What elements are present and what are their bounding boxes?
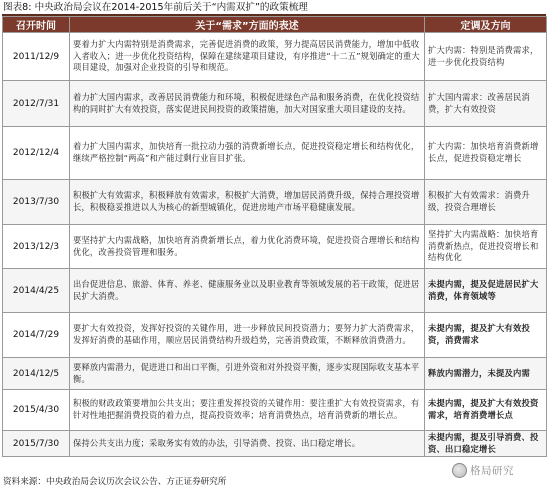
watermark (452, 462, 544, 478)
row-date: 2012/12/4 (3, 127, 70, 180)
figure-label: 图表8: (3, 2, 32, 13)
figure-title: 中央政治局会议在2014-2015年前后关于“内需双扩”的政策梳理 (34, 2, 308, 13)
row-description: 要释放内需潜力，促进进口和出口平衡，引进外资和对外投资平衡，逐步实现国际收支基本平衡。 (70, 358, 425, 390)
table-body (3, 33, 547, 457)
row-direction: 未提内需，提及引导消费、投资、出口稳定增长 (425, 431, 547, 457)
row-description: 着力扩大国内需求，改善居民消费能力和环境，积极促进绿色产品和服务消费，在优化投资结构的同时扩大有效投资，落实促进民间投资的政策措施，加大对国家重大项目建设的支持。 (70, 81, 425, 127)
row-direction: 未提内需，提及扩大有效投资需求，培育消费增长点 (425, 390, 547, 431)
row-direction: 扩大内需：加快培育消费新增长点，促进投资稳定增长 (425, 127, 547, 180)
table-header-row (3, 17, 547, 33)
row-date: 2012/7/31 (3, 81, 70, 127)
row-direction: 坚持扩大内需战略：加快培育消费新热点，促进投资增长和结构优化 (425, 225, 547, 269)
row-direction: 释放内需潜力，未提及内需 (425, 358, 547, 390)
row-date: 2015/4/30 (3, 390, 70, 431)
row-direction: 积极扩大有效需求：消费升级，投资合理增长 (425, 180, 547, 225)
policy-table (2, 16, 547, 457)
table-row (3, 225, 547, 269)
row-date: 2014/12/5 (3, 358, 70, 390)
row-description: 要着力扩大内需特别是消费需求，完善促进消费的政策，努力提高居民消费能力，增加中低收入者收入；进一步优化投资结构，保障在建续建项目建设，有序推进“十二五”规划确定的重大项目建设，加强对企业投资的引导和规范。 (70, 33, 425, 81)
row-description: 积极的财政政策要增加公共支出；要注重发挥投资的关键作用：要注重扩大有效投资需求，有针对性地把握消费投资的着力点，提高投资效率；培育消费热点，培育消费新的增长点。 (70, 390, 425, 431)
table-row (3, 313, 547, 358)
row-date: 2015/7/30 (3, 431, 70, 457)
header-date: 召开时间 (3, 17, 70, 33)
row-date: 2014/7/29 (3, 313, 70, 358)
header-description: 关于“需求”方面的表述 (70, 17, 425, 33)
table-row (3, 81, 547, 127)
row-description: 积极扩大有效需求，积极释放有效需求，积极扩大消费，增加居民消费升级，保持合理投资增长，积极稳妥推进以人为核心的新型城镇化，促进房地产市场平稳健康发展。 (70, 180, 425, 225)
table-row (3, 358, 547, 390)
row-direction: 未提内需，提及促进居民扩大消费，体育领域等 (425, 269, 547, 313)
row-description: 着力扩大国内需求，加快培育一批拉动力强的消费新增长点，促进投资稳定增长和结构优化，继续严格控制“两高”和产能过剩行业盲目扩张。 (70, 127, 425, 180)
row-date: 2014/4/25 (3, 269, 70, 313)
watermark-text: 格局研究 (470, 464, 514, 477)
watermark-logo-icon (452, 463, 467, 478)
header-direction: 定调及方向 (425, 17, 547, 33)
figure-caption (3, 1, 308, 14)
row-date: 2013/7/30 (3, 180, 70, 225)
row-description: 出台促进信息、旅游、体育、养老、健康服务业以及职业教育等领域发展的若干政策，促进居民扩大消费。 (70, 269, 425, 313)
table-row (3, 127, 547, 180)
source-note: 资料来源：中央政治局会议历次会议公告、方正证券研究所 (3, 477, 227, 487)
table-row (3, 390, 547, 431)
row-date: 2013/12/3 (3, 225, 70, 269)
table-row (3, 33, 547, 81)
table-row (3, 269, 547, 313)
row-date: 2011/12/9 (3, 33, 70, 81)
row-description: 要坚持扩大内需战略，加快培育消费新增长点，着力优化消费环境，促进投资合理增长和结构优化，改善投资管理和服务。 (70, 225, 425, 269)
table-row (3, 431, 547, 457)
row-direction: 扩大内需：特别是消费需求，进一步优化投资结构 (425, 33, 547, 81)
row-direction: 未提内需，提及扩大有效投资，消费需求 (425, 313, 547, 358)
row-description: 要扩大有效投资，发挥好投资的关键作用，进一步释放民间投资潜力；要努力扩大消费需求，发挥好消费的基础作用，顺应居民消费结构升级趋势，完善消费政策，不断释放消费潜力。 (70, 313, 425, 358)
row-direction: 扩大国内需求：改善居民消费，扩大有效投资 (425, 81, 547, 127)
row-description: 保持公共支出力度；采取务实有效的办法，引导消费、投资、出口稳定增长。 (70, 431, 425, 457)
table-row (3, 180, 547, 225)
